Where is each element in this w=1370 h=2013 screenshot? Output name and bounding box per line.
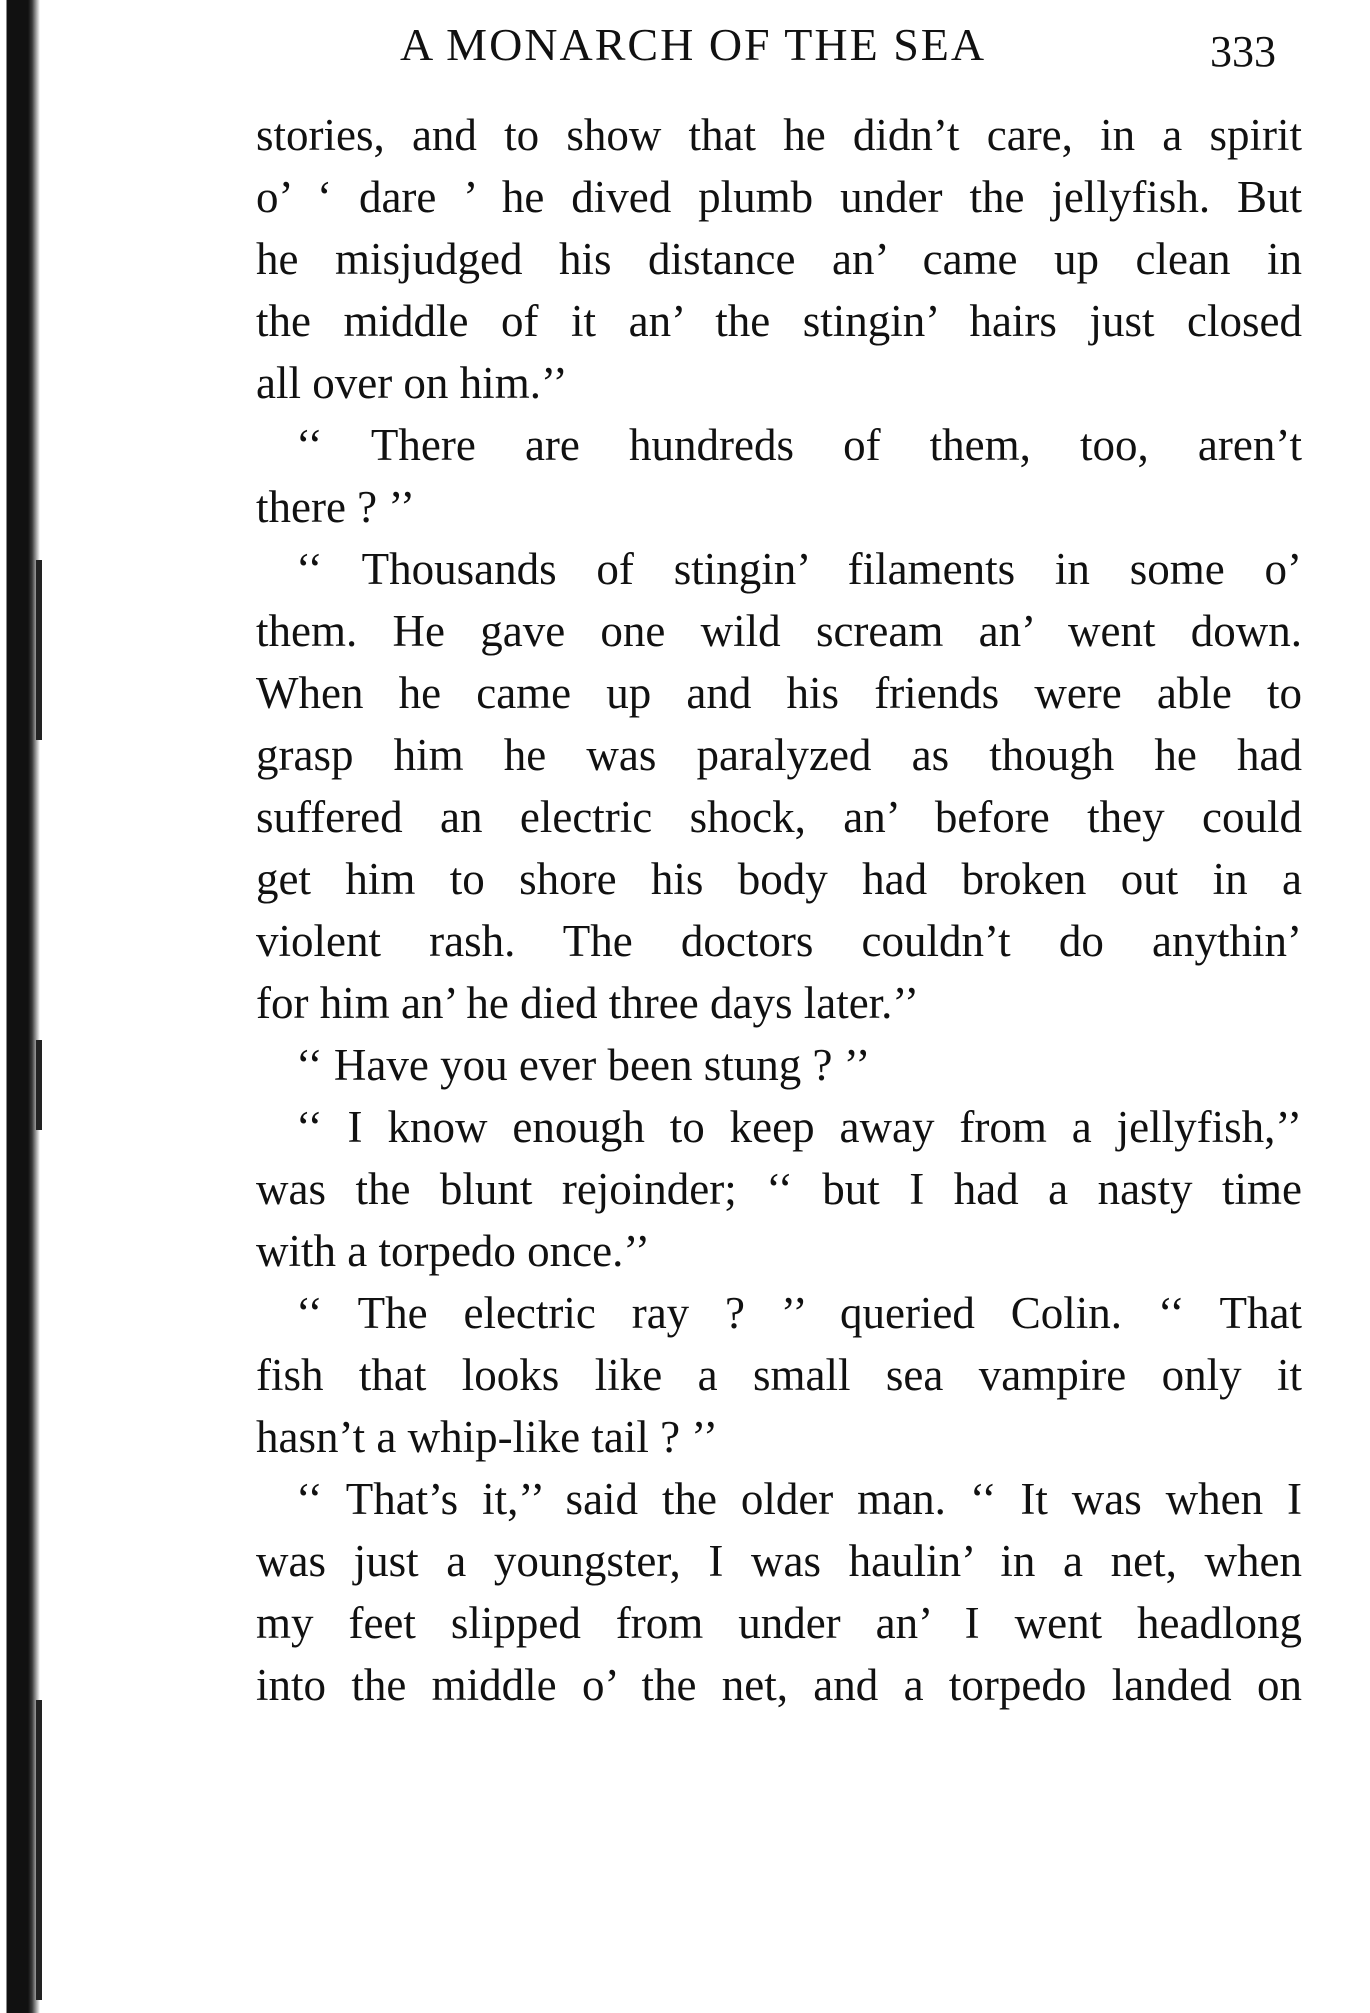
binding-shadow	[36, 1040, 42, 1130]
text-line: o’ ‘ dare ’ he dived plumb under the jellyfish. But	[256, 172, 1302, 222]
text-line: ‘‘ The electric ray ? ’’ queried Colin. ‘‘ That	[296, 1288, 1302, 1338]
text-line: ‘‘ Have you ever been stung ? ’’	[296, 1040, 871, 1090]
text-line: ‘‘ I know enough to keep away from a jellyfish,’’	[296, 1102, 1302, 1152]
binding-shadow	[36, 1700, 42, 2000]
page-number: 333	[1210, 27, 1276, 76]
text-line: was the blunt rejoinder; ‘‘ but I had a nasty time	[256, 1164, 1302, 1214]
text-line: with a torpedo once.’’	[256, 1226, 651, 1276]
text-line: there ? ’’	[256, 482, 416, 532]
text-line: ‘‘ Thousands of stingin’ filaments in some o’	[296, 544, 1302, 594]
text-line: get him to shore his body had broken out in a	[256, 854, 1302, 904]
text-line: fish that looks like a small sea vampire only it	[256, 1350, 1302, 1400]
page-header	[400, 18, 1300, 78]
text-line: hasn’t a whip-like tail ? ’’	[256, 1412, 718, 1462]
text-line: he misjudged his distance an’ came up clean in	[256, 234, 1302, 284]
text-line: ‘‘ There are hundreds of them, too, aren’t	[296, 420, 1302, 470]
text-line: suffered an electric shock, an’ before they could	[256, 792, 1302, 842]
text-line: stories, and to show that he didn’t care, in a spirit	[256, 110, 1302, 160]
text-line: ‘‘ That’s it,’’ said the older man. ‘‘ It was when I	[296, 1474, 1302, 1524]
text-line: all over on him.’’	[256, 358, 568, 408]
body-text	[256, 104, 1302, 1716]
text-line: the middle of it an’ the stingin’ hairs just closed	[256, 296, 1302, 346]
text-line: was just a youngster, I was haulin’ in a net, when	[256, 1536, 1302, 1586]
text-line: them. He gave one wild scream an’ went down.	[256, 606, 1302, 656]
text-line: violent rash. The doctors couldn’t do anythin’	[256, 916, 1302, 966]
running-title: A MONARCH OF THE SEA	[400, 19, 987, 70]
binding-shadow	[36, 560, 42, 740]
text-line: for him an’ he died three days later.’’	[256, 978, 920, 1028]
text-line: When he came up and his friends were able to	[256, 668, 1302, 718]
text-line: my feet slipped from under an’ I went headlong	[256, 1598, 1302, 1648]
text-line: grasp him he was paralyzed as though he had	[256, 730, 1302, 780]
text-line: into the middle o’ the net, and a torpedo landed on	[256, 1660, 1302, 1710]
